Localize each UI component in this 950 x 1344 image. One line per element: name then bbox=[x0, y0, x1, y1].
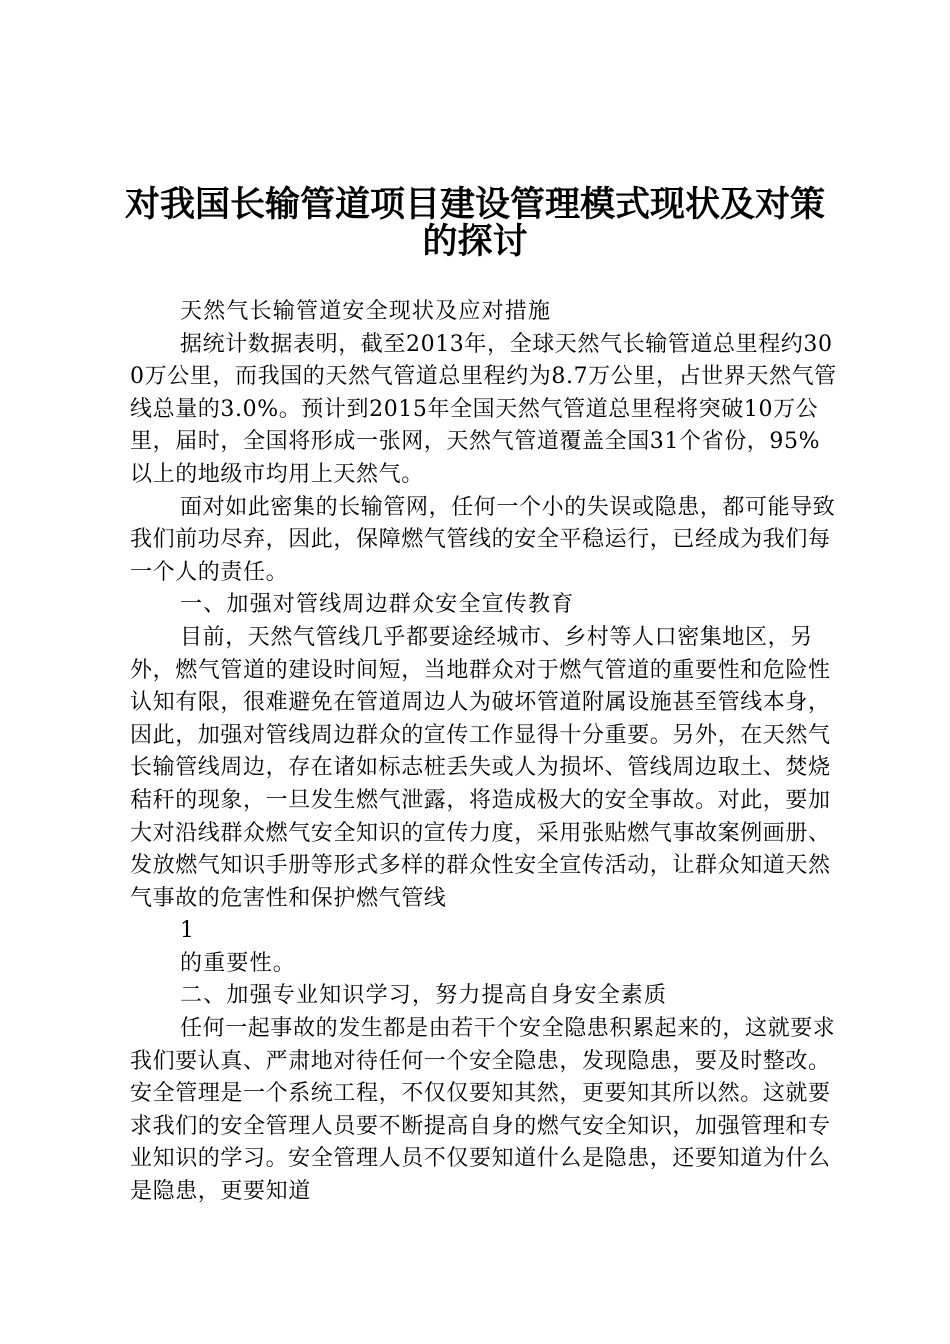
paragraph: 据统计数据表明，截至2013年，全球天然气长输管道总里程约300万公里，而我国的天然气管道总里程约为8.7万公里，占世界天然气管线总量的3.0%。预计到2015年全国天然气管道总里程将突破10万公里，届时，全国将形成一张网，天然气管道覆盖全国31个省份，95%以上的地级市均用上天然气。 bbox=[130, 331, 837, 487]
page-number: 1 bbox=[180, 918, 194, 944]
section-heading-2: 二、加强专业知识学习，努力提高自身安全素质 bbox=[180, 983, 668, 1009]
paragraph: 目前，天然气管线几乎都要途经城市、乡村等人口密集地区，另外，燃气管道的建设时间短，当地群众对于燃气管道的重要性和危险性认知有限，很难避免在管道周边人为破坏管道附属设施甚至管线本身，因此，加强对管线周边群众的宣传工作显得十分重要。另外，在天然气长输管线周边，存在诸如标志桩丢失或人为损坏、管线周边取土、焚烧秸秆的现象，一旦发生燃气泄露，将造成极大的安全事故。对此，要加大对沿线群众燃气安全知识的宣传力度，采用张贴燃气事故案例画册、发放燃气知识手册等形式多样的群众性安全宣传活动，让群众知道天然气事故的危害性和保护燃气管线 bbox=[130, 624, 831, 911]
document-title-line-2: 的探讨 bbox=[422, 222, 528, 262]
paragraph-subtitle: 天然气长输管道安全现状及应对措施 bbox=[180, 299, 552, 324]
section-heading-1: 一、加强对管线周边群众安全宣传教育 bbox=[180, 592, 575, 618]
paragraph: 任何一起事故的发生都是由若干个安全隐患积累起来的，这就要求我们要认真、严肃地对待任何一个安全隐患，发现隐患，要及时整改。安全管理是一个系统工程，不仅仅要知其然，更要知其所以然。这就要求我们的安全管理人员要不断提高自身的燃气安全知识，加强管理和专业知识的学习。安全管理人员不仅要知道什么是隐患，还要知道为什么是隐患，更要知道 bbox=[130, 1016, 836, 1205]
paragraph: 面对如此密集的长输管网，任何一个小的失误或隐患，都可能导致我们前功尽弃，因此，保障燃气管线的安全平稳运行，已经成为我们每一个人的责任。 bbox=[130, 494, 836, 585]
document-body bbox=[130, 296, 840, 1209]
document-title-line-1: 对我国长输管道项目建设管理模式现状及对策 bbox=[124, 185, 825, 225]
paragraph-continuation: 的重要性。 bbox=[180, 950, 297, 976]
